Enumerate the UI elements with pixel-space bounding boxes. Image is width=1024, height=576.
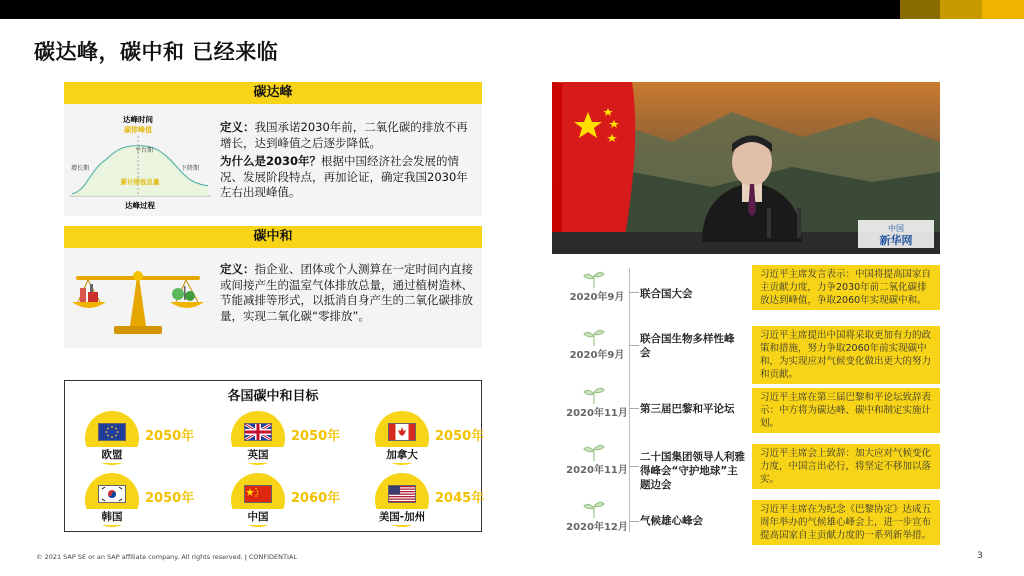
speech-photo <box>552 82 940 254</box>
country-year: 2050年 <box>145 491 195 506</box>
usa-flag-icon <box>388 485 416 503</box>
timeline-date: 2020年11月 <box>566 408 628 419</box>
timeline-connector <box>629 345 639 346</box>
peak-why-text: 根据中国经济社会发展的情况、发展阶段特点，再加论证，确定我国2030年左右出现峰值。 <box>220 154 468 199</box>
timeline-connector <box>629 408 639 409</box>
country-goal-usa-california <box>367 473 507 531</box>
country-goal-eu <box>77 411 217 469</box>
neutral-header: 碳中和 <box>64 226 482 248</box>
footer-copyright: © 2021 SAP SE or an SAP affiliate company. All rights reserved. ǀ CONFIDENTIAL <box>36 553 297 561</box>
timeline-event: 联合国生物多样性峰会 <box>640 333 735 359</box>
sprout-icon <box>580 384 608 404</box>
timeline-date: 2020年12月 <box>566 522 628 533</box>
country-year: 2050年 <box>291 429 341 444</box>
peak-value-label: 碳排峰值 <box>124 126 152 134</box>
peak-bottom-label: 达峰过程 <box>125 201 155 210</box>
page-title: 碳达峰，碳中和 已经来临 <box>34 40 279 64</box>
top-bar <box>0 0 1024 19</box>
country-goal-uk <box>223 411 363 469</box>
peak-why <box>220 154 478 201</box>
sprout-icon <box>580 268 608 288</box>
neutral-definition <box>220 262 478 324</box>
peak-platform-label: 平台期 <box>134 147 154 154</box>
peak-definition <box>220 120 478 151</box>
top-bar-accent <box>940 0 982 19</box>
timeline-connector <box>629 466 639 467</box>
balance-scale-icon <box>68 256 208 340</box>
top-bar-accent <box>900 0 940 19</box>
country-year: 2050年 <box>435 429 485 444</box>
peak-definition-text: 我国承诺2030年前，二氧化碳的排放不再增长，达到峰值之后逐步降低。 <box>220 120 468 150</box>
sprout-icon <box>580 441 608 461</box>
timeline-date: 2020年11月 <box>566 465 628 476</box>
timeline-date: 2020年9月 <box>569 292 625 303</box>
country-name: 加拿大 <box>371 447 433 463</box>
country-goal-china <box>223 473 363 531</box>
country-goal-korea <box>77 473 217 531</box>
timeline-connector <box>629 292 639 293</box>
country-year: 2045年 <box>435 491 485 506</box>
peak-rise-label: 增长期 <box>70 165 90 172</box>
sprout-icon <box>580 498 608 518</box>
neutral-definition-label: 定义： <box>220 262 255 276</box>
country-year: 2060年 <box>291 491 341 506</box>
goals-title: 各国碳中和目标 <box>227 389 319 404</box>
peak-fall-label: 下降期 <box>180 165 200 172</box>
country-name: 韩国 <box>81 509 143 525</box>
country-name: 中国 <box>227 509 289 525</box>
timeline-event: 气候雄心峰会 <box>640 515 703 527</box>
timeline-line <box>629 268 630 532</box>
timeline-event: 第三届巴黎和平论坛 <box>640 403 735 415</box>
country-name: 欧盟 <box>81 447 143 463</box>
timeline-description: 习近平主席提出中国将采取更加有力的政策和措施，努力争取2060年前实现碳中和，为实现应对气候变化做出更大的努力和贡献。 <box>752 326 940 384</box>
watermark-line2: 新华网 <box>879 234 913 247</box>
timeline-description: 习近平主席会上致辞：加大应对气候变化力度，中国言出必行，将坚定不移加以落实。 <box>752 444 940 489</box>
timeline-event: 联合国大会 <box>640 288 693 300</box>
country-goal-canada <box>367 411 507 469</box>
timeline-description: 习近平主席发言表示：中国将提高国家自主贡献力度，力争2030年前二氧化碳排放达到峰值，争取2060年实现碳中和。 <box>752 265 940 310</box>
timeline-date: 2020年9月 <box>569 350 625 361</box>
korea-flag-icon <box>98 485 126 503</box>
top-bar-accent <box>982 0 1024 19</box>
uk-flag-icon <box>244 423 272 441</box>
country-name: 美国-加州 <box>371 509 433 525</box>
sprout-icon <box>580 326 608 346</box>
china-flag-icon <box>244 485 272 503</box>
peak-header: 碳达峰 <box>64 82 482 104</box>
page-number: 3 <box>977 551 983 561</box>
peak-curve-diagram <box>66 108 216 212</box>
country-name: 英国 <box>227 447 289 463</box>
peak-definition-label: 定义： <box>220 120 255 134</box>
canada-flag-icon <box>388 423 416 441</box>
peak-top-label: 达峰时间 <box>123 115 153 124</box>
neutral-definition-text: 指企业、团体或个人测算在一定时间内直接或间接产生的温室气体排放总量，通过植树造林、节能减排等形式，以抵消自身产生的二氧化碳排放量，实现二氧化碳“零排放”。 <box>220 262 473 323</box>
eu-flag-icon <box>98 423 126 441</box>
timeline-connector <box>629 521 639 522</box>
peak-cumulative-label: 累计排放总量 <box>120 178 160 186</box>
timeline-description: 习近平主席在第三届巴黎和平论坛致辞表示：中方将为碳达峰、碳中和制定实施计划。 <box>752 388 940 433</box>
timeline-event: 二十国集团领导人利雅得峰会“守护地球”主题边会 <box>640 451 745 491</box>
timeline-description: 习近平主席在为纪念《巴黎协定》达成五周年举办的气候雄心峰会上，进一步宣布提高国家自主贡献力度的一系列新举措。 <box>752 500 940 545</box>
peak-why-label: 为什么是2030年？ <box>220 154 322 168</box>
country-year: 2050年 <box>145 429 195 444</box>
country-goals-panel <box>64 380 485 532</box>
watermark-line1: 中国 <box>888 224 904 233</box>
